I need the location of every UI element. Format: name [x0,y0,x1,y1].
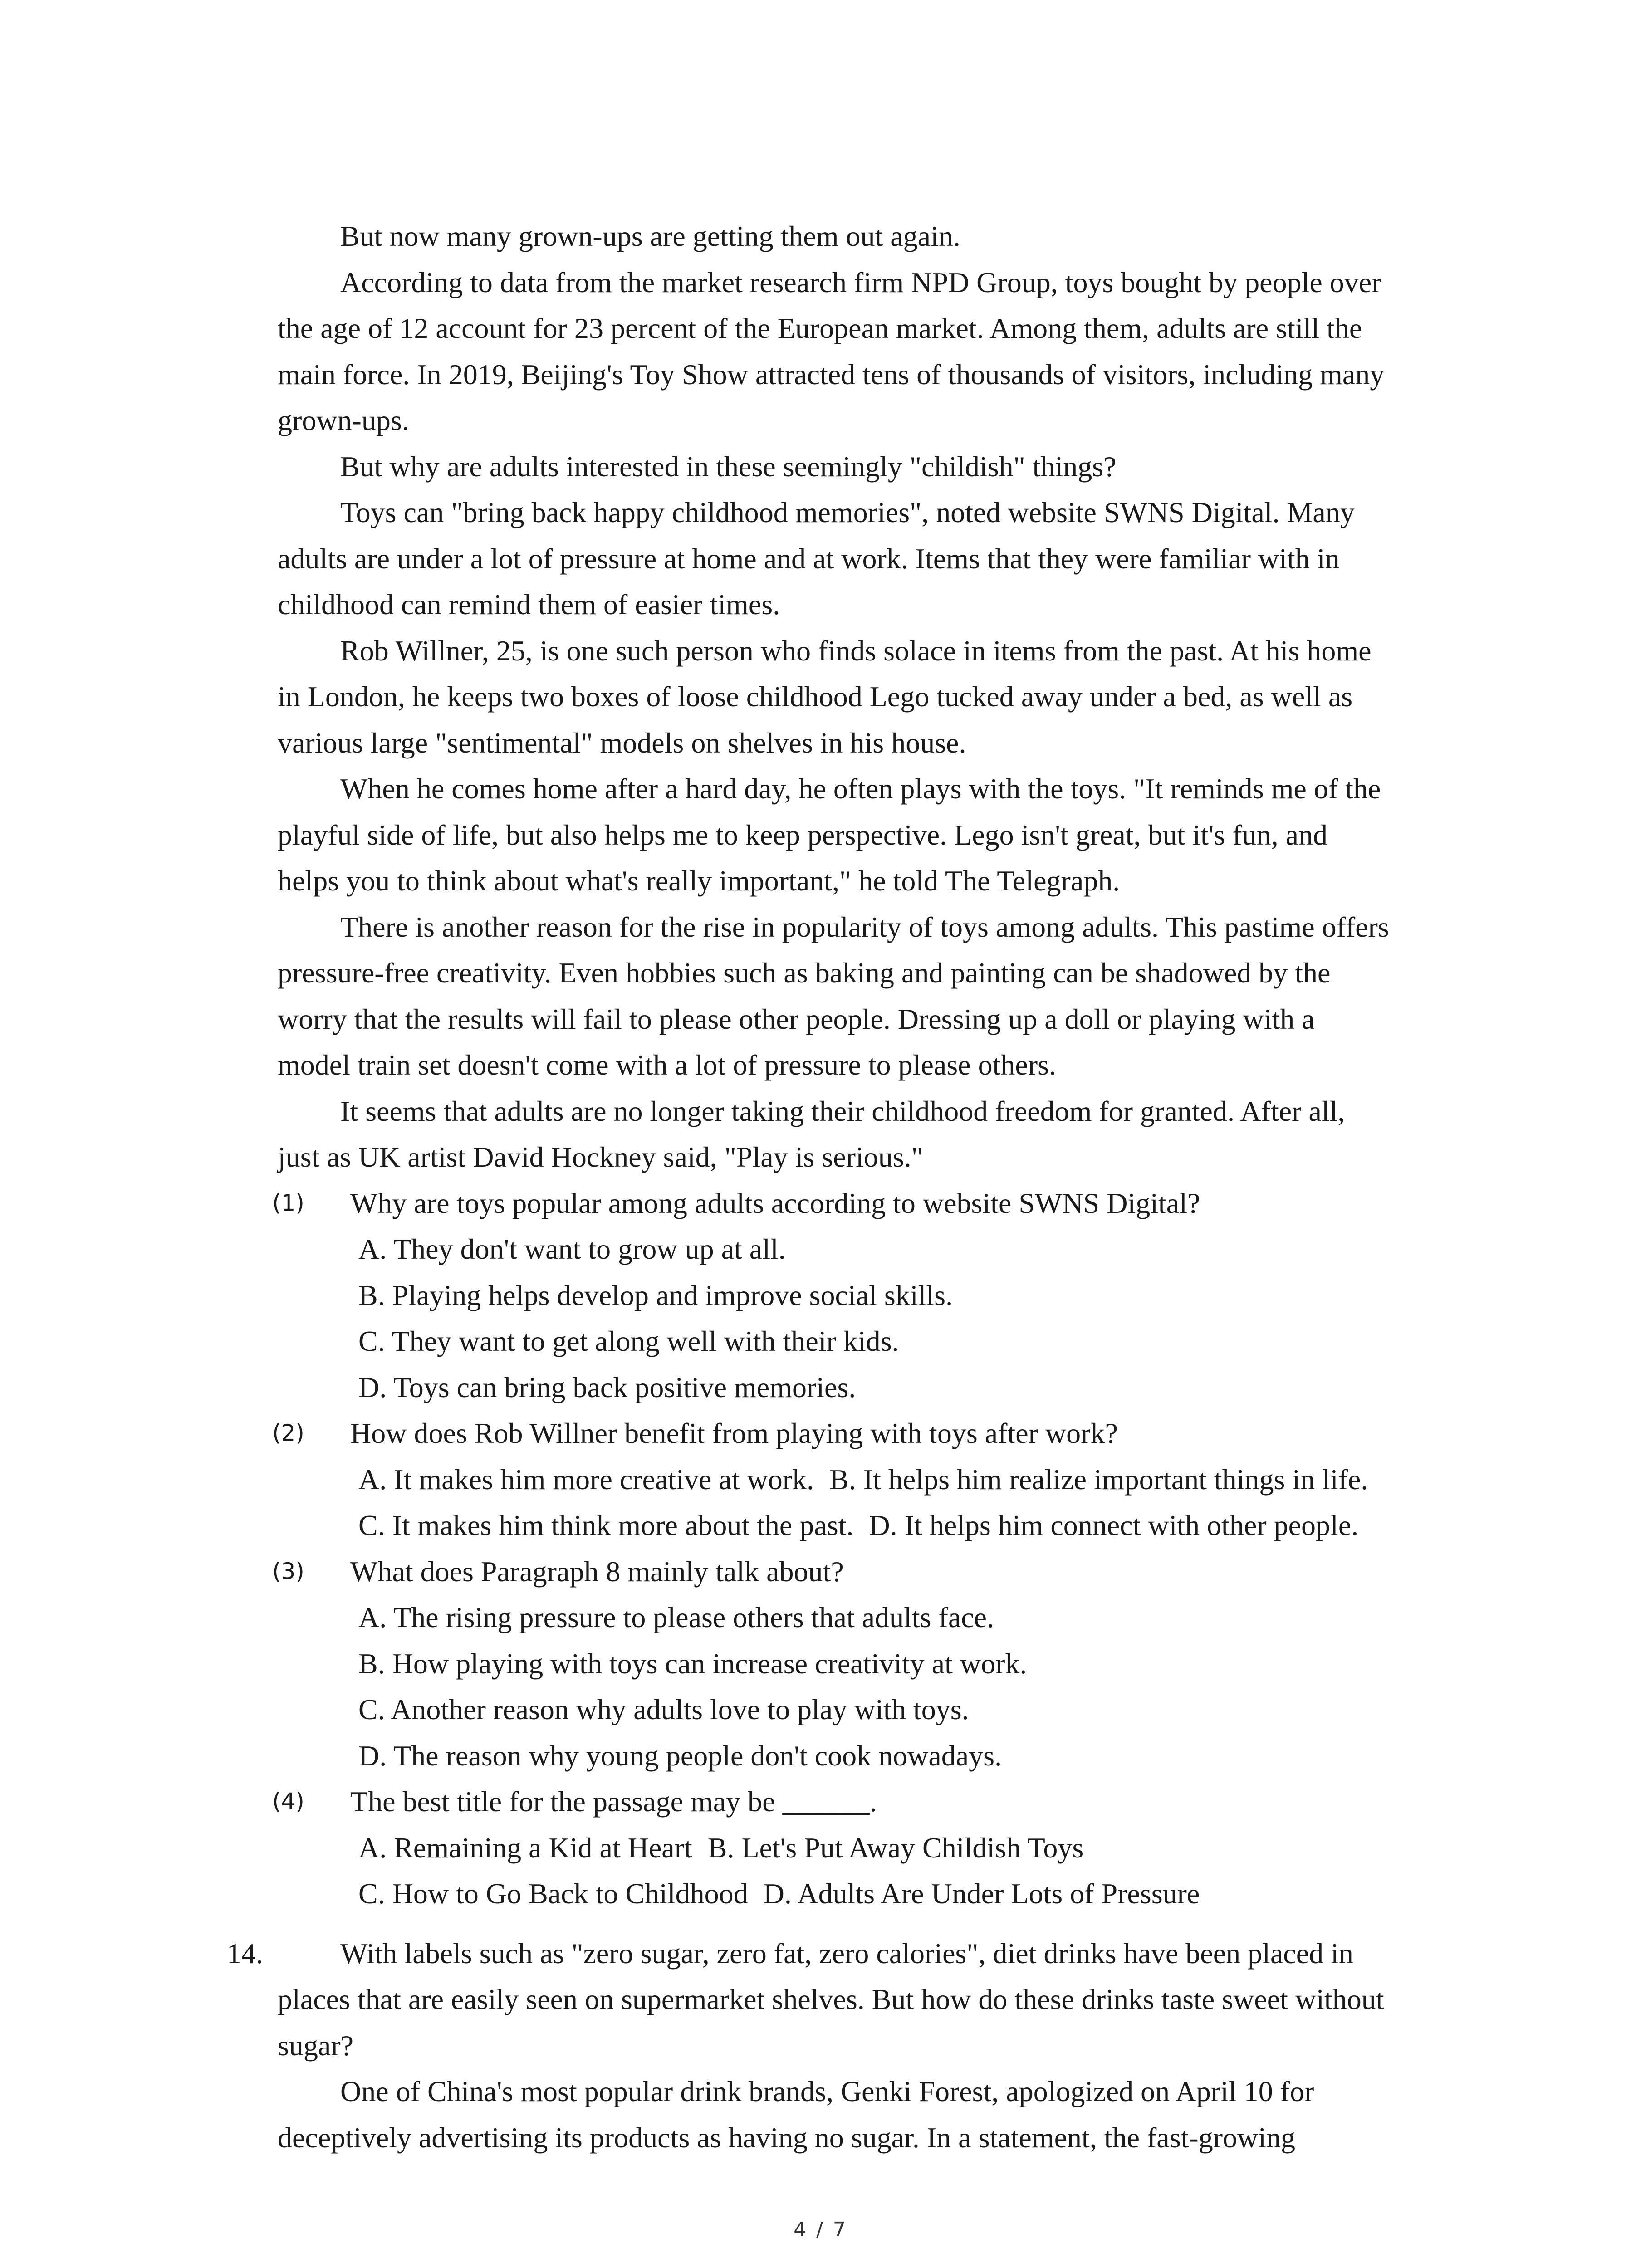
section-first-line: With labels such as "zero sugar, zero fat, zero calories", diet drinks have been placed in [340,1937,1353,1970]
paragraph-line: model train set doesn't come with a lot of pressure to please others. [278,1049,1056,1081]
answer-option: B. It helps him realize important things in life. [829,1463,1368,1496]
paragraph-line: One of China's most popular drink brands, Genki Forest, apologized on April 10 for [340,2075,1314,2107]
option-row [278,1226,1466,1272]
question-number: (4) [272,1788,304,1814]
paragraph-line: main force. In 2019, Beijing's Toy Show attracted tens of thousands of visitors, including many [278,358,1385,391]
passage-paragraph [278,628,1466,766]
answer-option: D. Adults Are Under Lots of Pressure [763,1877,1200,1910]
question-block [272,1549,1466,1779]
paragraph-line: It seems that adults are no longer taking their childhood freedom for granted. After all, [340,1095,1345,1127]
option-row [278,1364,1466,1411]
passage-paragraph [278,444,1466,490]
question-text: The best title for the passage may be ______. [350,1785,877,1818]
answer-option: A. It makes him more creative at work. [358,1463,814,1496]
question-block [272,1779,1466,1917]
document-body [227,213,1466,2160]
paragraph-line: worry that the results will fail to please other people. Dressing up a doll or playing with a [278,1002,1315,1035]
paragraph-line: sugar? [278,2029,354,2062]
question-number: (2) [272,1420,304,1446]
passage-paragraph [278,213,1466,259]
option-row [278,1318,1466,1364]
passage-paragraph [278,1088,1466,1180]
answer-option: B. Let's Put Away Childish Toys [707,1831,1084,1864]
answer-option: D. Toys can bring back positive memories. [358,1371,856,1403]
section-spacer [278,1917,1466,1931]
question-row [272,1549,1466,1595]
option-row [278,1457,1466,1503]
paragraph-line: According to data from the market research firm NPD Group, toys bought by people over [340,266,1381,298]
section-number: 14. [227,1937,263,1970]
section-first-row [227,1931,1466,1977]
paragraph-line: playful side of life, but also helps me to keep perspective. Lego isn't great, but it's fun, and [278,818,1328,851]
question-block [272,1180,1466,1411]
question-row [272,1180,1466,1227]
option-row [278,1871,1466,1917]
answer-option: C. It makes him think more about the past. [358,1509,854,1541]
question-text: How does Rob Willner benefit from playing with toys after work? [350,1417,1118,1449]
paragraph-line: grown-ups. [278,404,409,436]
option-row [278,1686,1466,1733]
answer-option: C. Another reason why adults love to play with toys. [358,1693,969,1725]
question-number: (1) [272,1189,304,1216]
paragraph-line: There is another reason for the rise in popularity of toys among adults. This pastime offers [340,910,1389,943]
option-row [278,1825,1466,1871]
option-row [278,1594,1466,1641]
question-text: Why are toys popular among adults according to website SWNS Digital? [350,1187,1200,1219]
question-block [272,1410,1466,1549]
answer-option: C. How to Go Back to Childhood [358,1877,748,1910]
passage-paragraph [278,489,1466,628]
paragraph-line: just as UK artist David Hockney said, "Play is serious." [278,1141,923,1173]
paragraph-line: But why are adults interested in these seemingly "childish" things? [340,450,1117,483]
paragraph-line: But now many grown-ups are getting them out again. [340,220,960,252]
paragraph-line: deceptively advertising its products as having no sugar. In a statement, the fast-growing [278,2121,1295,2154]
paragraph-line: adults are under a lot of pressure at home and at work. Items that they were familiar with in [278,542,1340,575]
passage-paragraph [278,766,1466,904]
question-text: What does Paragraph 8 mainly talk about? [350,1555,844,1588]
option-row [278,1733,1466,1779]
paragraph-line: Rob Willner, 25, is one such person who finds solace in items from the past. At his home [340,634,1372,667]
question-row [272,1779,1466,1825]
paragraph-line: in London, he keeps two boxes of loose childhood Lego tucked away under a bed, as well as [278,680,1353,713]
answer-option: C. They want to get along well with their kids. [358,1325,899,1357]
passage-paragraph [278,904,1466,1088]
paragraph-line: childhood can remind them of easier times. [278,588,780,621]
answer-option: D. The reason why young people don't cook nowadays. [358,1739,1002,1772]
paragraph-line: pressure-free creativity. Even hobbies such as baking and painting can be shadowed by the [278,957,1331,989]
section-14 [227,1931,1466,2161]
option-row [278,1502,1466,1549]
question-number: (3) [272,1558,304,1584]
answer-option: A. The rising pressure to please others that adults face. [358,1601,994,1633]
answer-option: D. It helps him connect with other people. [869,1509,1359,1541]
answer-option: B. How playing with toys can increase creativity at work. [358,1647,1027,1680]
question-row [272,1410,1466,1457]
paragraph-line: Toys can "bring back happy childhood memories", noted website SWNS Digital. Many [340,496,1355,528]
passage-paragraph [278,259,1466,444]
paragraph-line: When he comes home after a hard day, he often plays with the toys. "It reminds me of the [340,772,1381,805]
paragraph-line: various large "sentimental" models on shelves in his house. [278,726,966,759]
answer-option: A. They don't want to grow up at all. [358,1233,786,1265]
paragraph-line: helps you to think about what's really important," he told The Telegraph. [278,865,1120,897]
paragraph-line: places that are easily seen on supermarket shelves. But how do these drinks taste sweet without [278,1983,1384,2015]
answer-option: A. Remaining a Kid at Heart [358,1831,692,1864]
answer-option: B. Playing helps develop and improve social skills. [358,1279,953,1311]
option-row [278,1272,1466,1319]
page-number: 4 / 7 [794,2218,847,2241]
paragraph-line: the age of 12 account for 23 percent of the European market. Among them, adults are still the [278,312,1362,344]
option-row [278,1641,1466,1687]
